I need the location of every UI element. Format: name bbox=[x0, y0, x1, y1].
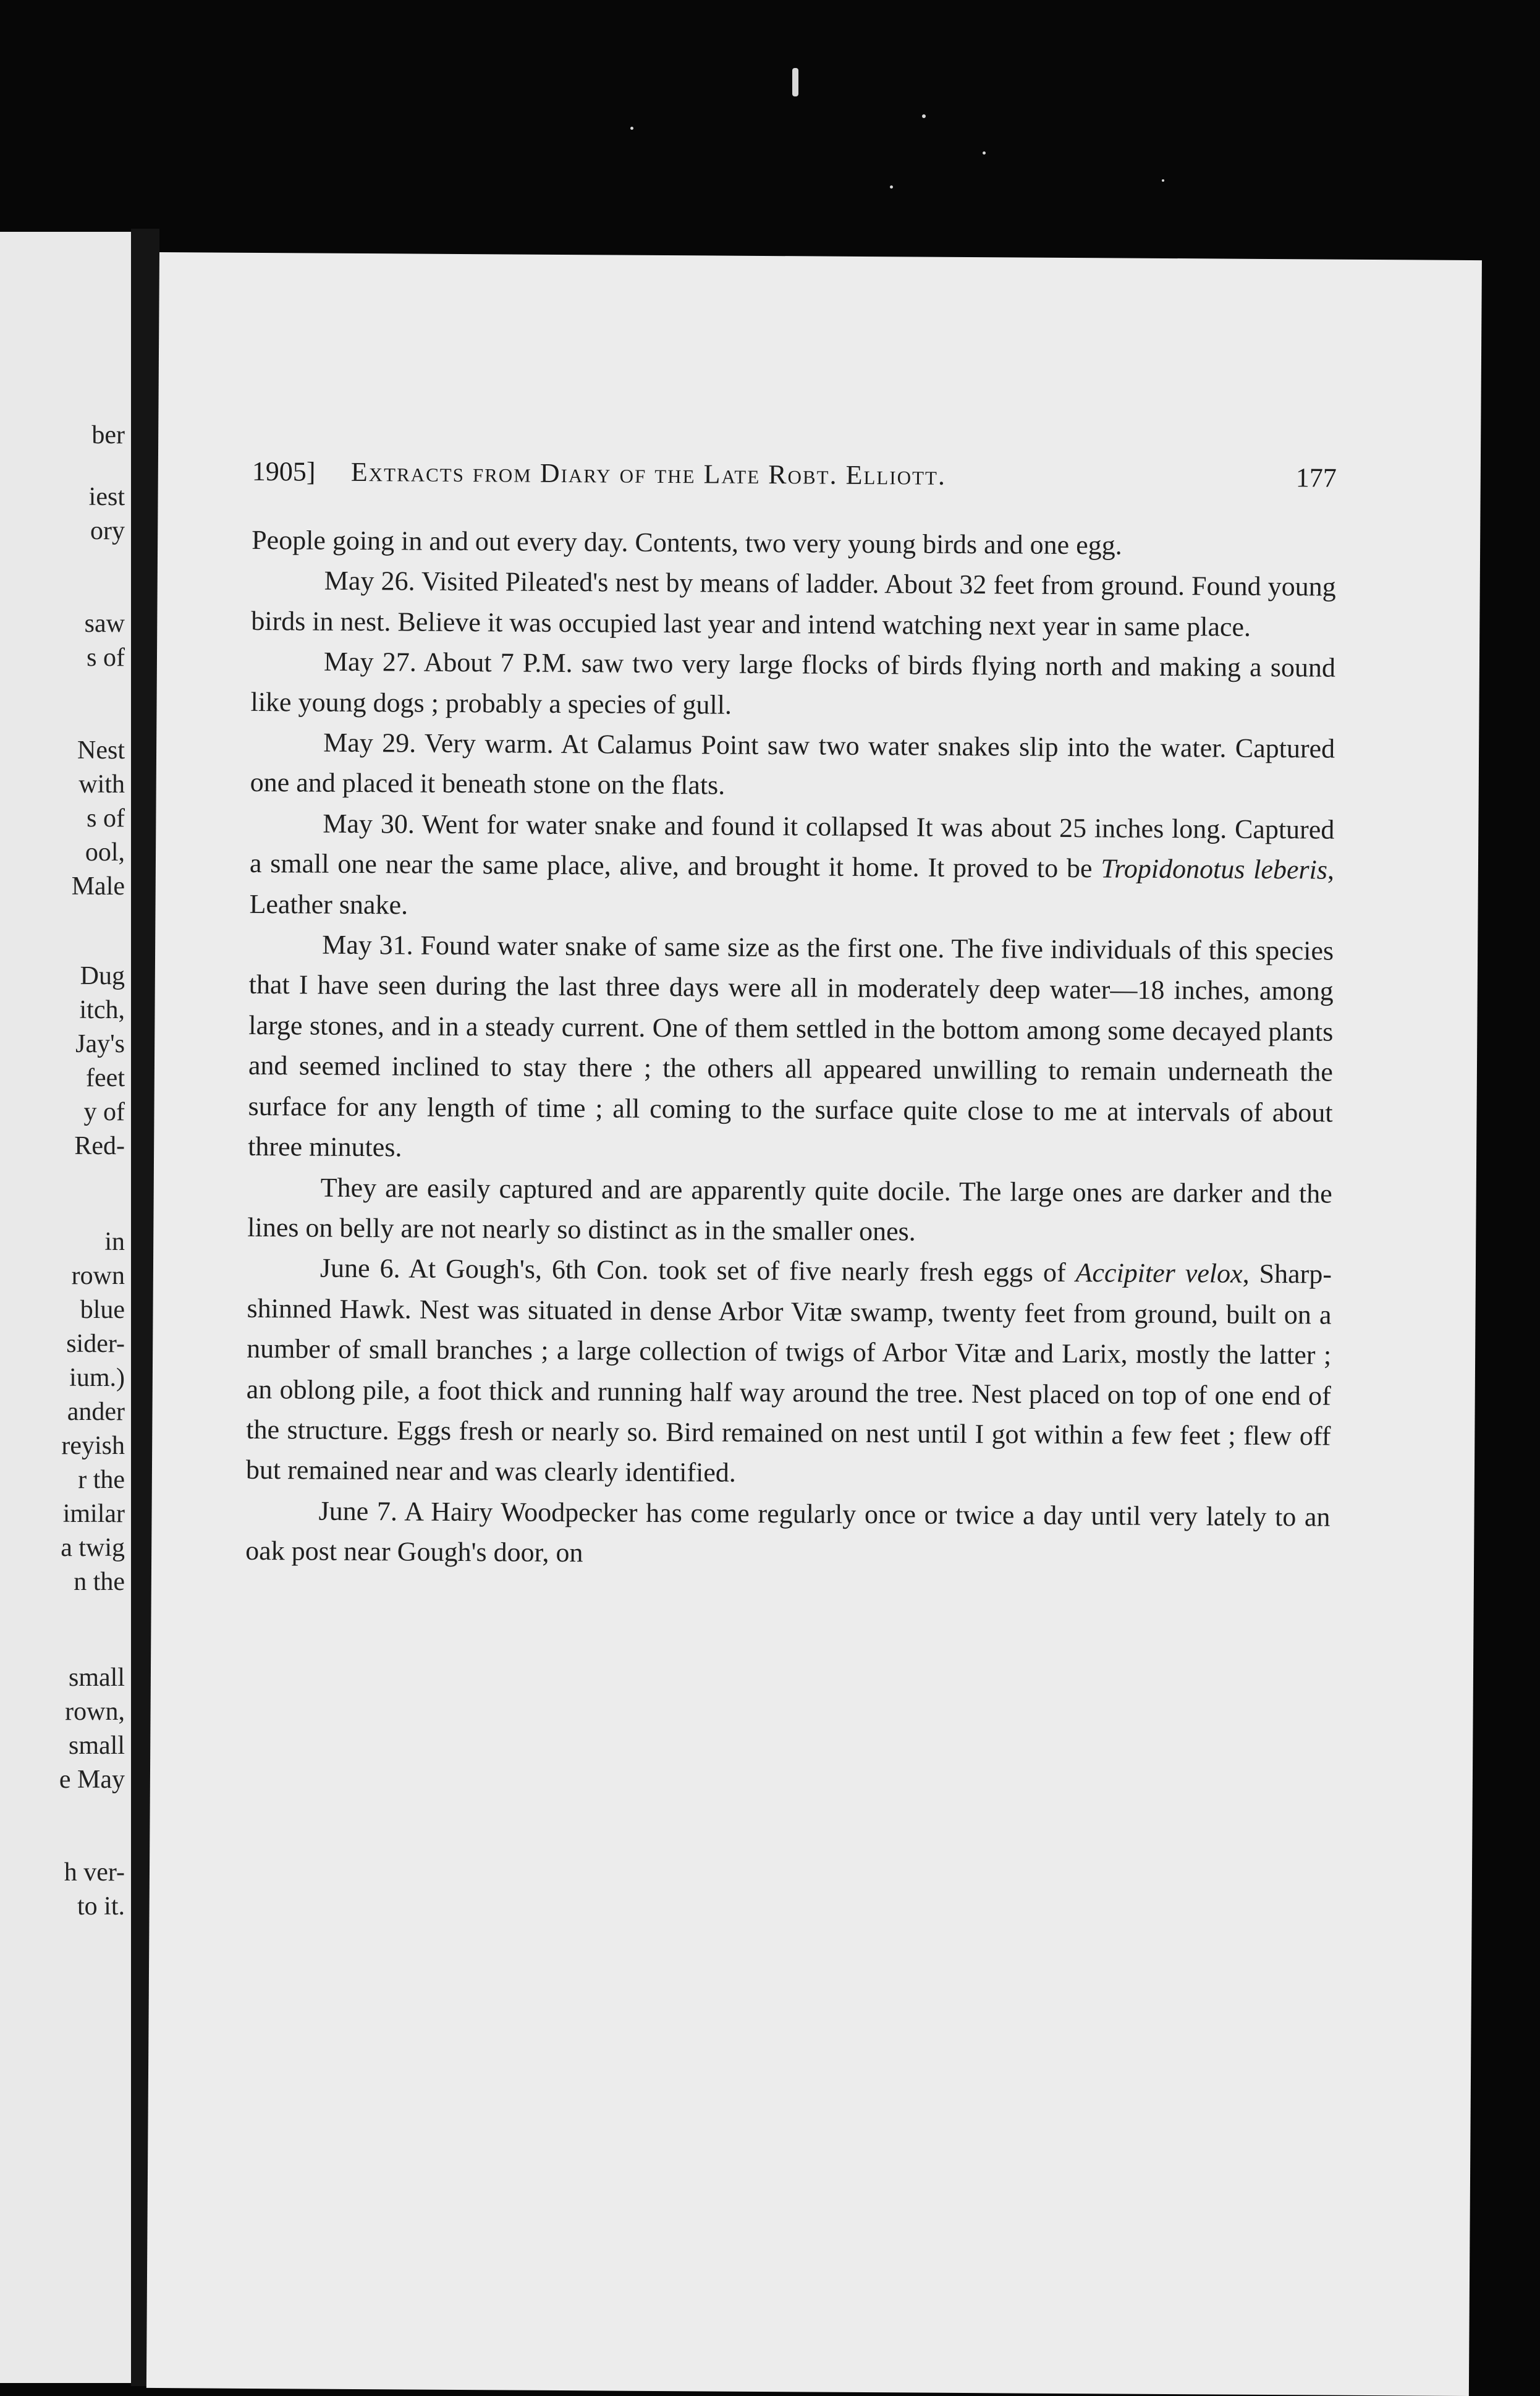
paragraph: People going in and out every day. Contents, two very young birds and one egg. bbox=[252, 524, 1122, 561]
left-page-fragment: n the bbox=[74, 1568, 125, 1596]
left-page-fragment: e May bbox=[59, 1765, 125, 1794]
left-page-fragment: Nest bbox=[77, 736, 125, 765]
left-page-fragment: Male bbox=[71, 872, 125, 901]
left-page-fragment: iest bbox=[88, 483, 125, 511]
scan-speck bbox=[983, 151, 986, 155]
paragraph-text: , Leather snake. bbox=[249, 854, 1335, 920]
page-number: 177 bbox=[1295, 462, 1337, 493]
left-page-fragment: h ver- bbox=[64, 1858, 125, 1887]
left-page-fragment: a twig bbox=[61, 1534, 125, 1562]
left-facing-page bbox=[0, 232, 131, 2383]
left-page-fragment: small bbox=[69, 1731, 125, 1760]
paragraph: May 26. Visited Pileated's nest by means of ladder. About 32 feet from ground. Found young birds in nest. Believe it was occupied last year and intend watching next year in same place. bbox=[251, 566, 1336, 642]
left-page-fragment: imilar bbox=[62, 1500, 125, 1528]
running-head bbox=[252, 456, 1337, 506]
left-page-fragment: ander bbox=[67, 1398, 125, 1426]
left-page-fragment: ium.) bbox=[69, 1364, 125, 1392]
paragraph: They are easily captured and are apparently quite docile. The large ones are darker and the lines on belly are not nearly so distinct as in the smaller ones. bbox=[247, 1172, 1332, 1247]
paragraph-text: June 6. At Gough's, 6th Con. took set of five nearly fresh eggs of bbox=[319, 1252, 1076, 1288]
left-page-fragment: ool, bbox=[85, 838, 125, 867]
paragraph bbox=[246, 1247, 1332, 1497]
left-page-fragment: blue bbox=[80, 1296, 125, 1324]
paragraph-text: May 30. Went for water snake and found it collapsed It was about 25 inches long. Captured a small one near the same place, alive, and brought it home. It proved to be bbox=[249, 808, 1335, 884]
paragraph bbox=[249, 803, 1334, 931]
left-page-fragment: r the bbox=[78, 1466, 125, 1494]
left-page-fragment: itch, bbox=[79, 996, 125, 1024]
scan-speck bbox=[922, 114, 926, 118]
species-name: Tropidonotus leberis bbox=[1101, 853, 1328, 885]
left-page-fragment: to it. bbox=[77, 1892, 125, 1921]
left-page-fragment: rown bbox=[71, 1262, 125, 1290]
running-head-title: Extracts from Diary of the Late Robt. Elliott. bbox=[350, 456, 947, 491]
scan-speck bbox=[890, 185, 893, 189]
left-page-fragment: sider- bbox=[66, 1330, 125, 1358]
paragraph: May 29. Very warm. At Calamus Point saw two water snakes slip into the water. Captured one and placed it beneath stone on the flats. bbox=[250, 727, 1335, 801]
left-page-fragment: Jay's bbox=[75, 1030, 125, 1058]
left-page-fragment: y of bbox=[83, 1098, 125, 1126]
left-page-fragment: Red- bbox=[74, 1132, 125, 1160]
scan-speck bbox=[1162, 179, 1164, 182]
left-page-fragment: with bbox=[78, 770, 125, 799]
paragraph: May 27. About 7 P.M. saw two very large flocks of birds flying north and making a sound like young dogs ; probably a species of gull. bbox=[250, 646, 1336, 720]
left-page-fragment: rown, bbox=[65, 1697, 125, 1726]
left-page-fragment: reyish bbox=[61, 1432, 125, 1460]
left-page-fragment: small bbox=[69, 1663, 125, 1692]
left-page-fragment: in bbox=[104, 1228, 125, 1256]
paragraph-text: , Sharp-shinned Hawk. Nest was situated in dense Arbor Vitæ swamp, twenty feet from ground, built on a number of small branches ; a large collection of twigs of Arbor Vitæ and Larix, mostly the latter ; an oblong pile, a foot thick and running half way around the tree. Nest placed on top of one end of the structure. Eggs fresh or nearly so. Bird remained on nest until I got within a few feet ; flew off but remained near and was clearly identified. bbox=[245, 1259, 1332, 1489]
paragraph: May 31. Found water snake of same size as the first one. The five individuals of this species that I have seen during the last three days were all in moderately deep water—18 inches, among large stones, and in a steady current. One of them settled in the bottom among some decayed plants and seemed inclined to stay there ; the others all appeared unwilling to remain underneath the surface for any length of time ; all coming to the surface quite close to me at intervals of about three minutes. bbox=[248, 929, 1334, 1163]
left-page-fragment: s of bbox=[87, 644, 125, 672]
left-page-fragment: Dug bbox=[80, 962, 125, 990]
body-text bbox=[245, 520, 1336, 1578]
scan-speck bbox=[792, 68, 798, 96]
left-page-fragment: s of bbox=[87, 804, 125, 833]
left-page-fragment: saw bbox=[84, 610, 125, 638]
left-page-fragment: ory bbox=[90, 517, 125, 545]
running-head-year: 1905] bbox=[252, 456, 316, 487]
scan-speck bbox=[630, 127, 633, 130]
book-page bbox=[146, 252, 1482, 2396]
species-name: Accipiter velox bbox=[1075, 1257, 1243, 1289]
paragraph: June 7. A Hairy Woodpecker has come regularly once or twice a day until very lately to an oak post near Gough's door, on bbox=[245, 1495, 1331, 1568]
left-page-fragment: feet bbox=[86, 1064, 125, 1092]
left-page-fragment: ber bbox=[91, 421, 125, 449]
